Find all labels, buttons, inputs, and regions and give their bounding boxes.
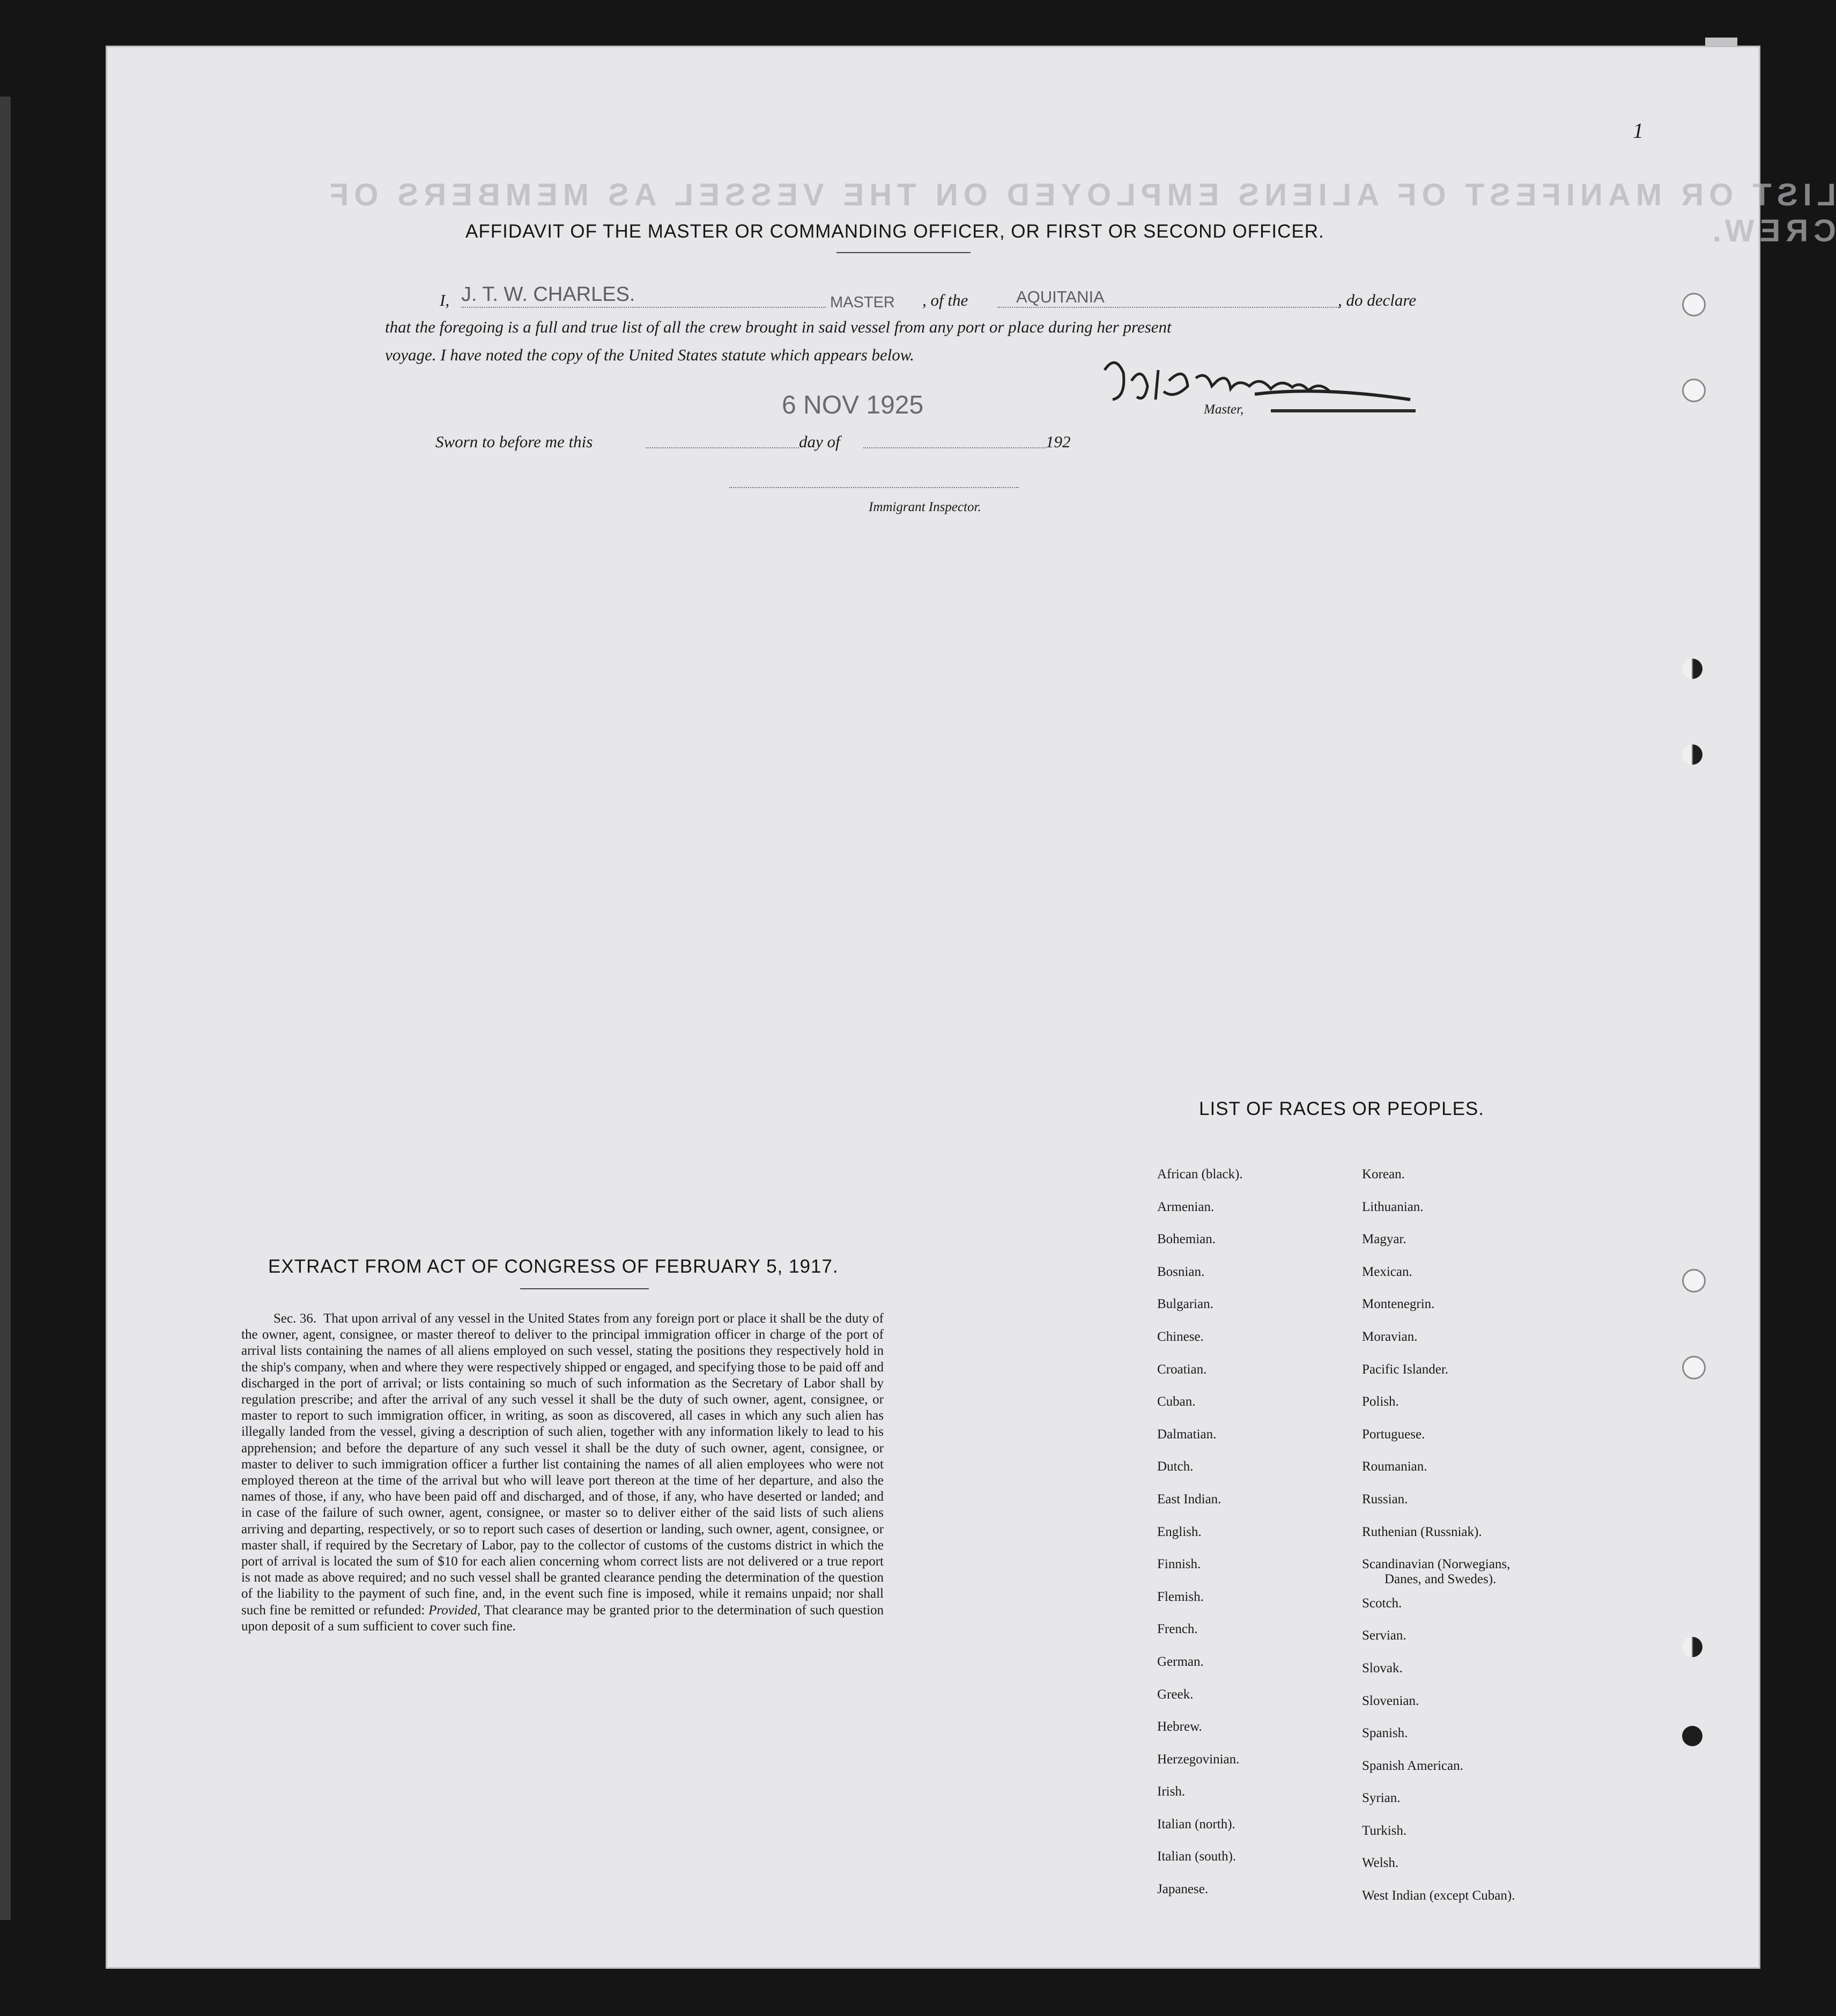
affidavit-divider	[836, 252, 971, 253]
race-item: Dutch.	[1157, 1459, 1194, 1474]
strike-through-officer	[1271, 409, 1416, 412]
sworn-prefix: Sworn to before me this	[435, 432, 593, 451]
master-signature	[1094, 349, 1432, 418]
punch-hole	[1682, 1726, 1702, 1746]
race-item: Moravian.	[1362, 1329, 1418, 1344]
race-item: French.	[1157, 1622, 1198, 1637]
name-fill-line	[461, 307, 826, 308]
sworn-day-line	[646, 447, 799, 448]
sworn-day-label: day of	[799, 432, 840, 451]
race-item: Irish.	[1157, 1784, 1186, 1799]
race-item: Magyar.	[1362, 1232, 1406, 1247]
section-body: That upon arrival of any vessel in the United States from any foreign port or place it shall be the duty of the owner, agent, consignee, or master thereof to deliver to the principal immigration officer in charge of the port of arrival lists containing the names of all aliens employed on such vessel, stating the positions they respectively hold in the ship's company, when and where they were respectively shipped or engaged, and specifying those to be paid off and discharged in the port of arrival; or lists containing so much of such information as the Secretary of Labor shall by regulation prescribe; and after the arrival of any such vessel it shall be the duty of such owner, agent, consignee, or master to report to such immigration officer, in writing, as soon as discovered, all cases in which any such alien has illegally landed from the vessel, giving a description of such alien, together with any information likely to lead to his apprehension; and before the departure of any such vessel it shall be the duty of such owner, agent, consignee, or master to deliver to such immigration officer a further list containing the names of all alien employees who were not employed thereon at the time of the arrival but who will leave port thereon at the time of her departure, and also the names of those, if any, who have been paid off and discharged, and of those, if any, who have deserted or landed; and in case of the failure of such owner, agent, consignee, or master so to deliver either of the said lists of such aliens arriving and departing, respectively, or so to report such cases of desertion or landing, such owner, agent, consignee, or master shall, if required by the Secretary of Labor, pay to the collector of customs of the customs district in which the port of arrival is located the sum of $10 for each alien concerning whom correct lists are not delivered or a true report is not made as above required; and no such vessel shall be granted clearance pending the determination of the question of the liability to the payment of such fine, and, in the event such fine is imposed, while it remains unpaid; nor shall such fine be remitted or refunded:	[241, 1311, 884, 1618]
affidavit-line3: voyage. I have noted the copy of the United States statute which appears below.	[385, 345, 914, 364]
punch-hole	[1682, 1356, 1706, 1379]
master-name-stamp: J. T. W. CHARLES.	[461, 283, 635, 306]
race-item: Chinese.	[1157, 1329, 1204, 1344]
race-item: Bulgarian.	[1157, 1297, 1213, 1312]
race-item: Scandinavian (Norwegians,	[1362, 1557, 1511, 1572]
race-item: African (black).	[1157, 1167, 1243, 1181]
rank-stamp: MASTER	[830, 294, 895, 311]
race-item: Turkish.	[1362, 1823, 1407, 1838]
sworn-month-line	[863, 447, 1046, 448]
affidavit-line1-suffix: , do declare	[1338, 291, 1417, 309]
race-item: Croatian.	[1157, 1362, 1207, 1377]
punch-hole	[1682, 293, 1706, 316]
race-item: Spanish.	[1362, 1726, 1408, 1741]
race-item: Bohemian.	[1157, 1232, 1216, 1247]
race-item: Herzegovinian.	[1157, 1752, 1240, 1767]
affidavit-line1-prefix: I,	[440, 291, 450, 309]
race-item-note: Danes, and Swedes).	[1385, 1571, 1497, 1586]
race-item: English.	[1157, 1524, 1202, 1539]
race-item: Armenian.	[1157, 1199, 1215, 1214]
race-item: Servian.	[1362, 1628, 1406, 1643]
inspector-signature-line	[729, 487, 1019, 488]
race-item: Ruthenian (Russniak).	[1362, 1524, 1482, 1539]
race-item: Mexican.	[1362, 1264, 1412, 1279]
extract-title: EXTRACT FROM ACT OF CONGRESS OF FEBRUARY 5, 1917.	[268, 1256, 839, 1277]
race-item: Italian (north).	[1157, 1816, 1235, 1832]
section-number: Sec. 36.	[273, 1311, 317, 1326]
affidavit-line2: that the foregoing is a full and true list of all the crew brought in said vessel from any port or place during her present	[385, 317, 1172, 336]
race-item: Korean.	[1362, 1167, 1405, 1181]
proviso-text: That clearance may be granted prior to the determination of such question upon deposit of a sum sufficient to cover such fine.	[241, 1603, 884, 1634]
sworn-year: 192	[1046, 432, 1071, 451]
statute-text	[241, 1311, 884, 1635]
race-item: Italian (south).	[1157, 1849, 1237, 1864]
race-item: Montenegrin.	[1362, 1297, 1435, 1312]
races-column-left	[1157, 1158, 1243, 1906]
race-item: Welsh.	[1362, 1856, 1399, 1871]
date-stamp: 6 NOV 1925	[782, 391, 924, 419]
punch-hole	[1682, 744, 1702, 765]
race-item: Russian.	[1362, 1491, 1408, 1507]
races-title: LIST OF RACES OR PEOPLES.	[1199, 1098, 1485, 1119]
punch-hole	[1682, 659, 1702, 679]
extract-divider	[520, 1288, 649, 1289]
proviso-label: Provided,	[428, 1603, 481, 1618]
race-item: West Indian (except Cuban).	[1362, 1888, 1515, 1903]
punch-hole	[1682, 1637, 1702, 1657]
races-column-right	[1362, 1158, 1515, 1912]
race-item: Scotch.	[1362, 1596, 1402, 1611]
race-item: Slovak.	[1362, 1660, 1403, 1675]
inspector-label: Immigrant Inspector.	[869, 500, 981, 514]
affidavit-line1-mid: , of the	[922, 291, 968, 309]
race-item: Hebrew.	[1157, 1719, 1202, 1734]
race-item: Pacific Islander.	[1362, 1362, 1449, 1377]
race-item: East Indian.	[1157, 1491, 1221, 1507]
punch-hole	[1682, 1269, 1706, 1293]
race-item: Spanish American.	[1362, 1758, 1463, 1773]
punch-hole	[1682, 379, 1706, 402]
race-item: Greek.	[1157, 1687, 1194, 1702]
faded-header: LIST OR MANIFEST OF ALIENS EMPLOYED ON THE VESSEL AS MEMBERS OF CREW.	[324, 178, 1836, 248]
race-item: Lithuanian.	[1362, 1199, 1424, 1214]
race-item: Bosnian.	[1157, 1264, 1205, 1279]
race-item: Polish.	[1362, 1394, 1399, 1409]
race-item: Flemish.	[1157, 1589, 1204, 1604]
race-item: Portuguese.	[1362, 1427, 1425, 1442]
underlying-page-edge	[0, 97, 11, 1920]
race-item: German.	[1157, 1654, 1204, 1669]
race-item: Syrian.	[1362, 1791, 1401, 1806]
signer-role: Master,	[1204, 402, 1244, 417]
race-item: Finnish.	[1157, 1557, 1201, 1572]
vessel-name-stamp: AQUITANIA	[1016, 287, 1105, 306]
vessel-fill-line	[997, 307, 1341, 308]
affidavit-title: AFFIDAVIT OF THE MASTER OR COMMANDING OFFICER, OR FIRST OR SECOND OFFICER.	[465, 221, 1324, 242]
race-item: Roumanian.	[1362, 1459, 1427, 1474]
race-item: Slovenian.	[1362, 1693, 1419, 1708]
race-item: Japanese.	[1157, 1882, 1209, 1897]
page-number: 1	[1633, 119, 1643, 143]
race-item: Cuban.	[1157, 1394, 1196, 1409]
race-item: Dalmatian.	[1157, 1427, 1217, 1442]
